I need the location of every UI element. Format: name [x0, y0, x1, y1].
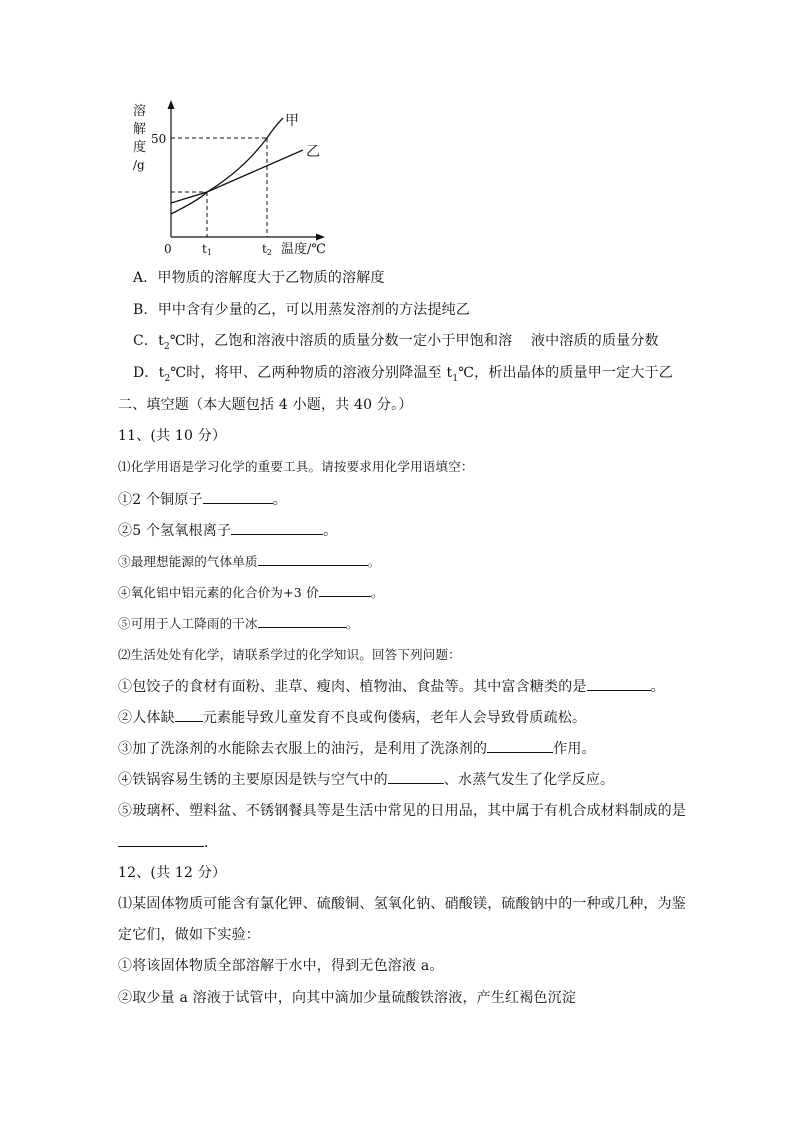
- option-b: B．甲中含有少量的乙，可以用蒸发溶剂的方法提纯乙: [133, 302, 471, 318]
- q11-part1-item2: ②5 个氢氧根离子 。: [118, 520, 794, 540]
- origin-label: 0: [164, 242, 172, 256]
- x-tick-t1: t1: [202, 242, 212, 257]
- graph-ylabel-4: /g: [133, 158, 145, 172]
- answer-blank[interactable]: [587, 676, 651, 691]
- x-tick-t2: t2: [262, 242, 272, 257]
- option-d: D．$t_2℃$时，将甲、乙两种物质的溶液分别降温至 $t_1℃$，析出晶体的质量甲一定大于乙: [133, 365, 673, 384]
- q12-part1-line1: ⑴某固体物质可能含有氯化钾、硫酸铜、氢氧化钠、硝酸镁，硫酸钠中的一种或几种，为鉴: [118, 896, 686, 912]
- answer-blank[interactable]: [388, 769, 444, 784]
- q11-part2-item5: ⑤玻璃杯、塑料盆、不锈钢餐具等是生活中常见的日用品，其中属于有机合成材料制成的是: [118, 803, 686, 819]
- series-label-yi: 乙: [306, 144, 320, 160]
- answer-blank[interactable]: [258, 613, 346, 628]
- answer-blank[interactable]: [319, 582, 371, 597]
- answer-blank[interactable]: [487, 738, 553, 753]
- answer-blank[interactable]: [175, 707, 203, 722]
- solubility-graph: [125, 100, 345, 265]
- graph-ylabel-3: 度: [133, 140, 147, 155]
- q11-part2-item3: ③加了洗涤剂的水能除去衣服上的油污，是利用了洗涤剂的 作用。: [118, 738, 794, 758]
- q11-part1-item4: ④氧化铝中铝元素的化合价为+3 价 。: [118, 582, 794, 602]
- q12-part1-line2: 定它们，做如下实验：: [118, 927, 260, 943]
- series-label-jia: 甲: [285, 113, 299, 129]
- option-c: C．$t_2℃$时，乙饱和溶液中溶质的质量分数一定小于甲饱和溶 液中溶质的质量分数: [133, 333, 659, 352]
- answer-blank[interactable]: [231, 520, 323, 535]
- x-axis-arrow: [316, 234, 325, 241]
- q11-part1-intro: ⑴化学用语是学习化学的重要工具。请按要求用化学用语填空：: [118, 459, 474, 474]
- q12-title: 12、(共 12 分）: [118, 865, 227, 881]
- answer-blank[interactable]: [118, 832, 204, 847]
- q11-part2-item2: ②人体缺 元素能导致儿童发育不良或佝偻病，老年人会导致骨质疏松。: [118, 707, 794, 727]
- q12-step2: ②取少量 a 溶液于试管中，向其中滴加少量硫酸铁溶液，产生红褐色沉淀: [118, 990, 577, 1006]
- q11-part1-item1: ①2 个铜原子 。: [118, 489, 794, 509]
- graph-ylabel-2: 解: [133, 122, 147, 137]
- q11-title: 11、(共 10 分）: [118, 428, 227, 444]
- q11-part2-item5-answer: .: [118, 832, 794, 852]
- option-a: A．甲物质的溶解度大于乙物质的溶解度: [133, 270, 385, 286]
- x-axis-label: 温度/℃: [281, 242, 326, 257]
- q11-part1-item3: ③最理想能源的气体单质 。: [118, 551, 794, 571]
- answer-blank[interactable]: [258, 551, 368, 566]
- y-tick-50: 50: [151, 132, 167, 146]
- q11-part2-item4: ④铁锅容易生锈的主要原因是铁与空气中的 、水蒸气发生了化学反应。: [118, 769, 794, 789]
- q12-step1: ①将该固体物质全部溶解于水中，得到无色溶液 a。: [118, 958, 444, 974]
- section-2-heading: 二、填空题（本大题包括 4 小题，共 40 分。）: [118, 397, 413, 413]
- curve-yi: [171, 150, 303, 203]
- q11-part2-intro: ⑵生活处处有化学，请联系学过的化学知识。回答下列问题：: [118, 647, 461, 662]
- answer-blank[interactable]: [203, 489, 273, 504]
- q11-part2-item1: ①包饺子的食材有面粉、韭草、瘦肉、植物油、食盐等。其中富含糖类的是 。: [118, 676, 794, 696]
- graph-ylabel-1: 溶: [133, 104, 147, 119]
- y-axis-arrow: [168, 100, 175, 109]
- q11-part1-item5: ⑤可用于人工降雨的干冰 。: [118, 613, 794, 633]
